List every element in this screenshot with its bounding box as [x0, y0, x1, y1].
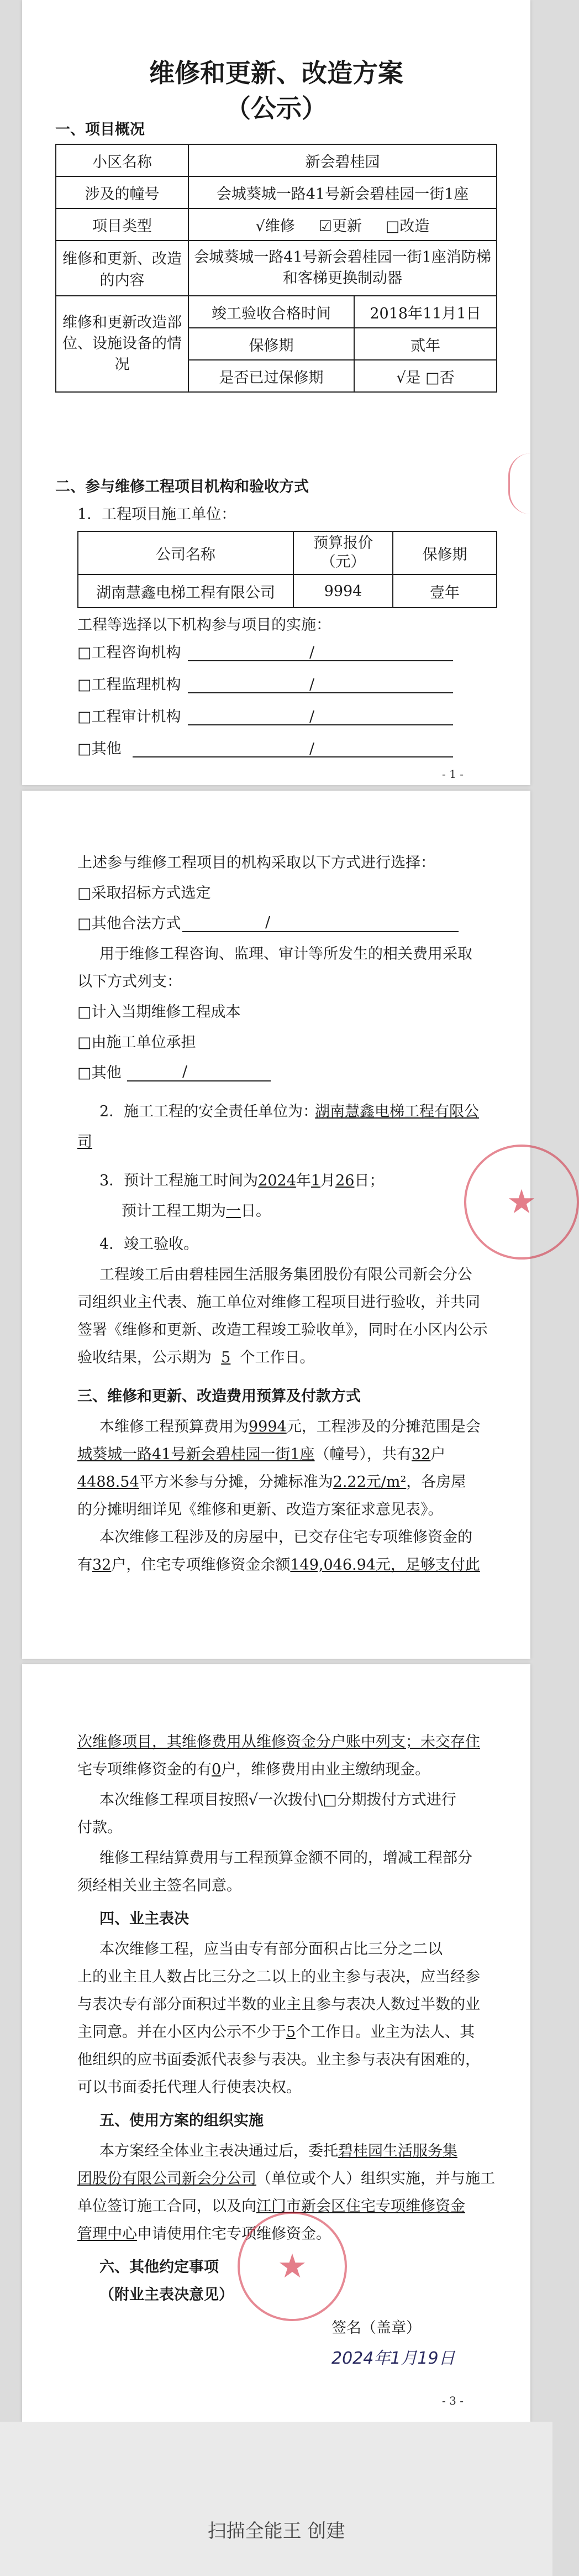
- type-option-renovate: □改造: [385, 217, 430, 235]
- impl-company-2: 团股份有限公司新会分公司: [77, 2170, 256, 2187]
- section-6-heading: 六、其他约定事项: [99, 2259, 219, 2276]
- select-other: □其他合法方式: [77, 915, 181, 932]
- period-mid: 年: [296, 1172, 311, 1189]
- duration-prefix: 预计工程工期为: [122, 1203, 226, 1220]
- period-text: 3．预计工程施工时间为: [99, 1172, 259, 1189]
- section-3-heading: 三、维修和更新、改造费用预算及付款方式: [77, 1388, 361, 1405]
- cost-line-5: 本次维修工程涉及的房屋中，已交存住宅专项维修资金的: [99, 1529, 472, 1546]
- vote-line-4: [77, 2021, 475, 2044]
- impl-line-3: [77, 2195, 465, 2218]
- period-line: [99, 1169, 384, 1193]
- org-consulting: □工程咨询机构: [77, 644, 181, 661]
- vote-text-4: 主同意。并在小区内公示不少于: [77, 2024, 286, 2041]
- building-value: 会城葵城一路41号新会碧桂园一街1座: [188, 176, 497, 208]
- cost-households: 32: [412, 1446, 431, 1463]
- cost-text-6: ，各房屋: [406, 1474, 466, 1491]
- org-consulting-slash: /: [309, 644, 315, 661]
- cost-text-10: 户，住宅专项维修资金余额: [111, 1556, 291, 1574]
- type-options: [188, 208, 497, 241]
- settlement-line: 维修工程结算费用与工程预算金额不同的，增减工程部分: [99, 1849, 472, 1867]
- period-year: 2024: [258, 1172, 296, 1189]
- acceptance-line-3: 签署《维修和更新、改造工程竣工验收单》，同时在小区内公示: [77, 1321, 488, 1339]
- warranty-label: 维修和更新改造部位、设施设备的情况: [56, 296, 188, 392]
- scanner-watermark: 扫描全能王 创建: [207, 2520, 345, 2542]
- cost-standard: 2.22元/m²: [333, 1474, 407, 1491]
- vote-line-3: 与表决专有部分面积过半数的业主且参与表决人数过半数的业: [77, 1996, 480, 2013]
- stamp-star-icon: ★: [507, 1183, 536, 1221]
- impl-text-1: 本方案经全体业主表决通过后，委托: [99, 2143, 338, 2160]
- signature-date: 2024年1月19日: [331, 2349, 455, 2368]
- period-day: 26: [335, 1172, 355, 1189]
- community-value: 新会碧桂园: [188, 144, 497, 176]
- contractor-budget: 9994: [293, 574, 393, 608]
- content-label: 维修和更新、改造的内容: [56, 241, 188, 296]
- section-1-heading: 一、项目概况: [55, 121, 145, 138]
- acceptance-line-4-text: 验收结果，公示期为: [77, 1349, 212, 1366]
- impl-center-2: 管理中心: [77, 2225, 137, 2243]
- document-subtitle: （公示）: [225, 93, 327, 123]
- cost-line-6: [77, 1554, 480, 1577]
- section-2-heading: 二、参与维修工程项目机构和验收方式: [55, 478, 309, 495]
- cost-scope: 城葵城一路41号新会碧桂园一街1座: [77, 1446, 315, 1463]
- acceptance-line-2: 司组织业主代表、施工单位对维修工程项目进行验收，并共同: [77, 1294, 480, 1311]
- cost-area: 4488.54: [77, 1474, 139, 1491]
- impl-text-4: 申请使用住宅专项维修资金。: [137, 2225, 331, 2243]
- fee-option-other: □其他: [77, 1064, 122, 1081]
- attachment-note: （附业主表决意见）: [99, 2286, 234, 2303]
- fee-other-slash: /: [182, 1063, 188, 1080]
- contractor-header-warranty: 保修期: [393, 531, 497, 574]
- vote-days: 5: [286, 2024, 296, 2041]
- org-supervision-slash: /: [309, 676, 315, 693]
- impl-line-2: [77, 2167, 495, 2191]
- page-number-3: - 3 -: [442, 2394, 464, 2407]
- impl-company: 碧桂园生活服务集: [338, 2143, 457, 2160]
- owners-committee-stamp: [238, 2212, 347, 2321]
- cost-text-1: 本维修工程预算费用为: [99, 1418, 249, 1435]
- duration-suffix: 日。: [241, 1203, 271, 1220]
- accept-time-label: 竣工验收合格时间: [188, 296, 354, 328]
- fund-text-2c: 户，维修费用由业主缴纳现金。: [221, 1761, 430, 1778]
- period-end: 日；: [354, 1172, 385, 1189]
- org-consulting-line: [188, 660, 453, 661]
- duration-line: [122, 1200, 271, 1223]
- subsection-1: 1．工程项目施工单位：: [77, 506, 236, 523]
- cost-text-9: 有: [77, 1556, 92, 1574]
- duration-value: 一: [226, 1203, 241, 1220]
- warranty-period-label: 保修期: [188, 328, 354, 360]
- document-page-3: [22, 1664, 530, 2422]
- signature-label: 签名（盖章）: [331, 2319, 421, 2337]
- contractor-header-budget: 预算报价（元）: [293, 531, 393, 574]
- contractor-name: 湖南慧鑫电梯工程有限公司: [78, 574, 293, 608]
- org-select-prompt: 工程等选择以下机构参与项目的实施：: [77, 616, 331, 634]
- acceptance-days-suffix: 个工作日。: [240, 1349, 315, 1366]
- safety-company-2: 司: [77, 1133, 92, 1151]
- document-page-1: [22, 0, 530, 785]
- community-label: 小区名称: [56, 144, 188, 176]
- in-warranty-value: √是 □否: [354, 360, 497, 392]
- org-other-line: [133, 756, 453, 757]
- section-5-heading: 五、使用方案的组织实施: [99, 2112, 264, 2129]
- org-audit-slash: /: [309, 708, 315, 725]
- vote-text-4b: 个工作日。业主为法人、其: [296, 2024, 475, 2041]
- fee-option-cost: □计入当期维修工程成本: [77, 1004, 241, 1021]
- select-other-slash: /: [265, 914, 271, 931]
- type-option-update: ☑更新: [318, 217, 362, 235]
- fund-text-2: 宅专项维修资金的有: [77, 1761, 212, 1778]
- contractor-header-name: 公司名称: [78, 531, 293, 574]
- cost-balance: 149,046.94元: [290, 1556, 391, 1574]
- in-warranty-label: 是否已过保修期: [188, 360, 354, 392]
- accept-time-value: 2018年11月1日: [354, 296, 497, 328]
- select-other-line: [182, 931, 459, 932]
- content-value: 会城葵城一路41号新会碧桂园一街1座消防梯和客梯更换制动器: [188, 241, 497, 296]
- impl-text-3: 单位签订施工合同，以及向: [77, 2198, 256, 2215]
- vote-line-1: 本次维修工程，应当由专有部分面积占比三分之二以: [99, 1941, 443, 1958]
- seam-stamp-fragment: [508, 453, 538, 514]
- payment-line-2: 付款。: [77, 1819, 122, 1836]
- select-bidding: □采取招标方式选定: [77, 885, 211, 902]
- acceptance-line-1: 工程竣工后由碧桂园生活服务集团股份有限公司新会分公: [99, 1266, 472, 1283]
- acceptance-heading: 4．竣工验收。: [99, 1236, 199, 1253]
- cost-line-4: 的分摊明细详见《维修和更新、改造方案征求意见表》。: [77, 1501, 443, 1518]
- cost-text-5: 平方米参与分摊，分摊标准为: [139, 1474, 333, 1491]
- cost-line-2: [77, 1443, 445, 1466]
- company-stamp-partial: [464, 1145, 579, 1260]
- page-number-1: - 1 -: [442, 767, 464, 781]
- settlement-line-2: 须经相关业主签名同意。: [77, 1877, 241, 1894]
- section-4-heading: 四、业主表决: [99, 1910, 189, 1927]
- safety-company: 湖南慧鑫电梯工程有限公: [315, 1103, 479, 1120]
- overview-table: [55, 144, 497, 393]
- contractor-warranty: 壹年: [393, 574, 497, 608]
- document-title: 维修和更新、改造方案: [149, 58, 403, 88]
- impl-line-1: [99, 2140, 457, 2163]
- cost-text-2: 元，工程涉及的分摊范围是会: [286, 1418, 481, 1435]
- cost-budget: 9994: [249, 1418, 287, 1435]
- cost-line-3: [77, 1471, 466, 1494]
- impl-text-2: （单位或个人）组织实施，并与施工: [256, 2170, 495, 2187]
- cost-paid-households: 32: [92, 1556, 112, 1574]
- stamp-star-icon: ★: [277, 2247, 307, 2286]
- fund-line-1: 次维修项目，其维修费用从维修资金分户账中列支；未交存住: [77, 1733, 480, 1751]
- org-supervision-line: [188, 692, 453, 693]
- payment-line: 本次维修工程项目按照√一次拨付\□分期拨付方式进行: [99, 1791, 456, 1809]
- safety-prefix: 2．施工工程的安全责任单位为：: [99, 1103, 318, 1120]
- warranty-period-value: 贰年: [354, 328, 497, 360]
- fund-line-2: [77, 1758, 430, 1781]
- org-supervision: □工程监理机构: [77, 676, 181, 693]
- cost-text-3: （幢号），共有: [314, 1446, 412, 1463]
- org-audit-line: [188, 724, 453, 725]
- scanner-footer: [0, 2422, 552, 2576]
- org-audit: □工程审计机构: [77, 708, 181, 725]
- contractor-table: [77, 531, 497, 608]
- selection-intro: 上述参与维修工程项目的机构采取以下方式进行选择：: [77, 854, 435, 871]
- fund-unpaid-count: 0: [212, 1761, 222, 1778]
- acceptance-line-4: [77, 1346, 315, 1370]
- org-other: □其他: [77, 740, 122, 757]
- vote-line-2: 上的业主且人数占比三分之二以上的业主参与表决，应当经参: [77, 1968, 480, 1985]
- period-month: 1: [310, 1172, 321, 1189]
- fee-option-contractor: □由施工单位承担: [77, 1034, 196, 1051]
- building-label: 涉及的幢号: [56, 176, 188, 208]
- fee-intro-1: 用于维修工程咨询、监理、审计等所发生的相关费用采取: [99, 945, 472, 963]
- cost-line-1: [99, 1415, 481, 1439]
- cost-text-11: ，足够支付此: [390, 1556, 480, 1574]
- document-page-2: [22, 791, 536, 1659]
- org-other-slash: /: [309, 740, 315, 757]
- vote-line-5: 他组织的应书面委派代表参与表决。业主参与表决有困难的，: [77, 2051, 480, 2068]
- type-label: 项目类型: [56, 208, 188, 241]
- vote-line-6: 可以书面委托代理人行使表决权。: [77, 2079, 301, 2096]
- period-mid2: 月: [320, 1172, 336, 1189]
- fee-intro-2: 以下方式列支：: [77, 973, 182, 990]
- type-option-repair: √维修: [255, 217, 295, 235]
- cost-text-4: 户: [430, 1446, 446, 1463]
- impl-center: 江门市新会区住宅专项维修资金: [256, 2198, 465, 2215]
- fee-other-line: [127, 1080, 271, 1081]
- acceptance-days: 5: [221, 1349, 231, 1366]
